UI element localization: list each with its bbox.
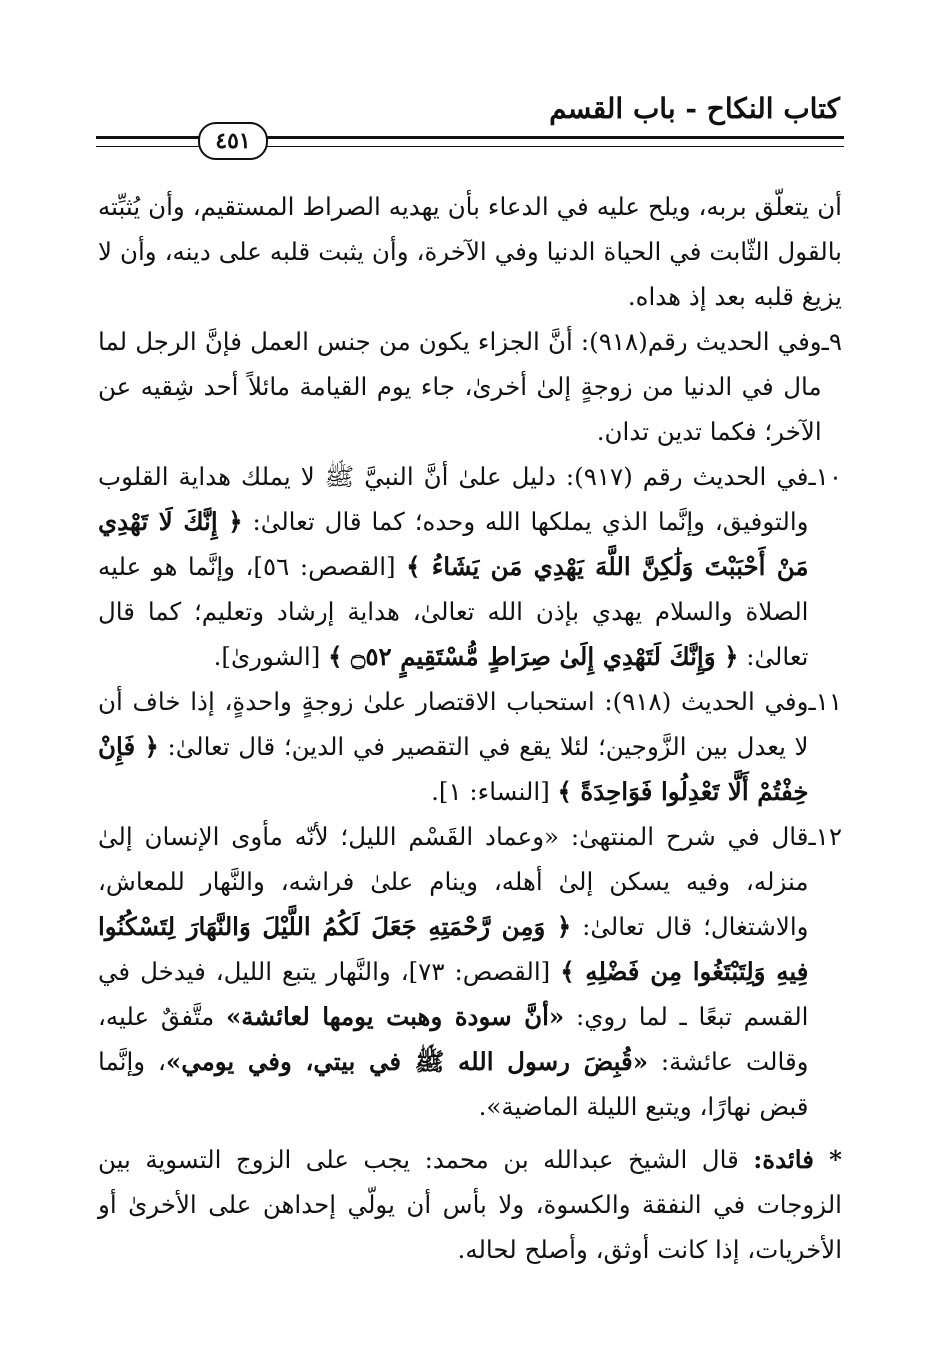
- text-segment: قال في شرح المنتهىٰ: «وعماد القَسْم الليل؛ لأنّه مأوى الإنسان إلىٰ منزله، وفيه يسكن إلىٰ أهله، وينام علىٰ فراشه، والنَّهار للمعاش، والاشتغال؛ قال تعالىٰ:: [98, 822, 809, 941]
- intro-paragraph: أن يتعلّق بربه، ويلح عليه في الدعاء بأن يهديه الصراط المستقيم، وأن يُثبِّته بالقول الثّابت في الحياة الدنيا وفي الآخرة، وأن يثبت قلبه على دينه، وأن لا يزيغ قلبه بعد إذ هداه.: [98, 192, 842, 311]
- list-item-9: [98, 319, 842, 454]
- list-item-10: [98, 454, 842, 679]
- item-text: [98, 454, 808, 679]
- note-label: * فائدة:: [753, 1145, 842, 1174]
- item-number: ١١ـ: [808, 687, 842, 716]
- text-segment: وفي الحديث (٩١٨): استحباب الاقتصار علىٰ زوجةٍ واحدةٍ، إذا خاف أن لا يعدل بين الزَّوجين؛ لئلا يقع في التقصير في الدين؛ قال تعالىٰ:: [98, 687, 809, 761]
- list-item-12: [98, 814, 842, 1129]
- quran-verse: ﴿ إِنَّكَ لَا تَهْدِي مَنْ أَحْبَبْتَ وَلَٰكِنَّ اللَّهَ يَهْدِي مَن يَشَاءُ ﴾: [98, 507, 809, 581]
- list-item-11: [98, 679, 842, 814]
- header-rule-right-thin: [262, 146, 844, 147]
- text-segment: [النساء: ١].: [431, 777, 558, 806]
- text-segment: متَّفقٌ عليه، وقالت عائشة:: [98, 1002, 809, 1076]
- text-segment: [القصص: ٥٦]، وإنَّما هو عليه الصلاة والسلام يهدي بإذن الله تعالىٰ، هداية إرشاد وتعليم؛ كما قال تعالىٰ:: [98, 552, 809, 671]
- text-segment: [الشورىٰ].: [213, 642, 329, 671]
- note-paragraph: [98, 1137, 842, 1272]
- item-text: وفي الحديث رقم(٩١٨): أنَّ الجزاء يكون من جنس العمل فإنَّ الرجل لما مال في الدنيا من زوجةٍ إلىٰ أخرىٰ، جاء يوم القيامة مائلاً أحد شِقيه عن الآخر؛ فكما تدين تدان.: [98, 327, 822, 446]
- text-segment: ، وإنَّما قبض نهارًا، ويتبع الليلة الماضية».: [98, 1047, 809, 1121]
- note-text: قال الشيخ عبدالله بن محمد: يجب على الزوج التسوية بين الزوجات في النفقة والكسوة، ولا بأس أن يولّي إحداهن على الأخرىٰ أو الأخريات، إذا كانت أوثق، وأصلح لحاله.: [98, 1145, 842, 1264]
- text-segment: [القصص: ٧٣]، والنَّهار يتبع الليل، فيدخل في القسم تبعًا ـ لما روي:: [98, 957, 809, 1031]
- item-text: [98, 679, 808, 814]
- header-rule-left-thick: [96, 136, 202, 139]
- hadith-quote: «قُبِضَ رسول الله ﷺ في بيتي، وفي يومي»: [165, 1047, 649, 1076]
- item-number: ١٠ـ: [808, 462, 842, 491]
- hadith-quote: «أنَّ سودة وهبت يومها لعائشة»: [225, 1002, 565, 1031]
- quran-verse: ﴿ وَمِن رَّحْمَتِهِ جَعَلَ لَكُمُ اللَّيْلَ وَالنَّهَارَ لِتَسْكُنُوا فِيهِ وَلِتَبْتَغُوا مِن فَضْلِهِ ﴾: [98, 912, 809, 986]
- header-rule-left-thin: [96, 146, 202, 147]
- page-body: [98, 184, 842, 1272]
- page-number: ٤٥١: [198, 122, 268, 160]
- quran-verse: ﴿ وَإِنَّكَ لَتَهْدِي إِلَىٰ صِرَاطٍ مُّسْتَقِيمٍ ۝٥٢ ﴾: [328, 642, 739, 671]
- running-title: كتاب النكاح - باب القسم: [549, 92, 840, 125]
- text-segment: في الحديث رقم (٩١٧): دليل علىٰ أنَّ النبيَّ ﷺ لا يملك هداية القلوب والتوفيق، وإنَّما الذي يملكها الله وحده؛ كما قال تعالىٰ:: [98, 462, 809, 536]
- item-number: ١٢ـ: [808, 822, 842, 851]
- header-rule-right-thick: [262, 136, 844, 139]
- item-number: ٩ـ: [821, 327, 842, 356]
- item-text: [98, 814, 808, 1129]
- quran-verse: ﴿ فَإِنْ خِفْتُمْ أَلَّا تَعْدِلُوا فَوَاحِدَةً ﴾: [98, 732, 809, 806]
